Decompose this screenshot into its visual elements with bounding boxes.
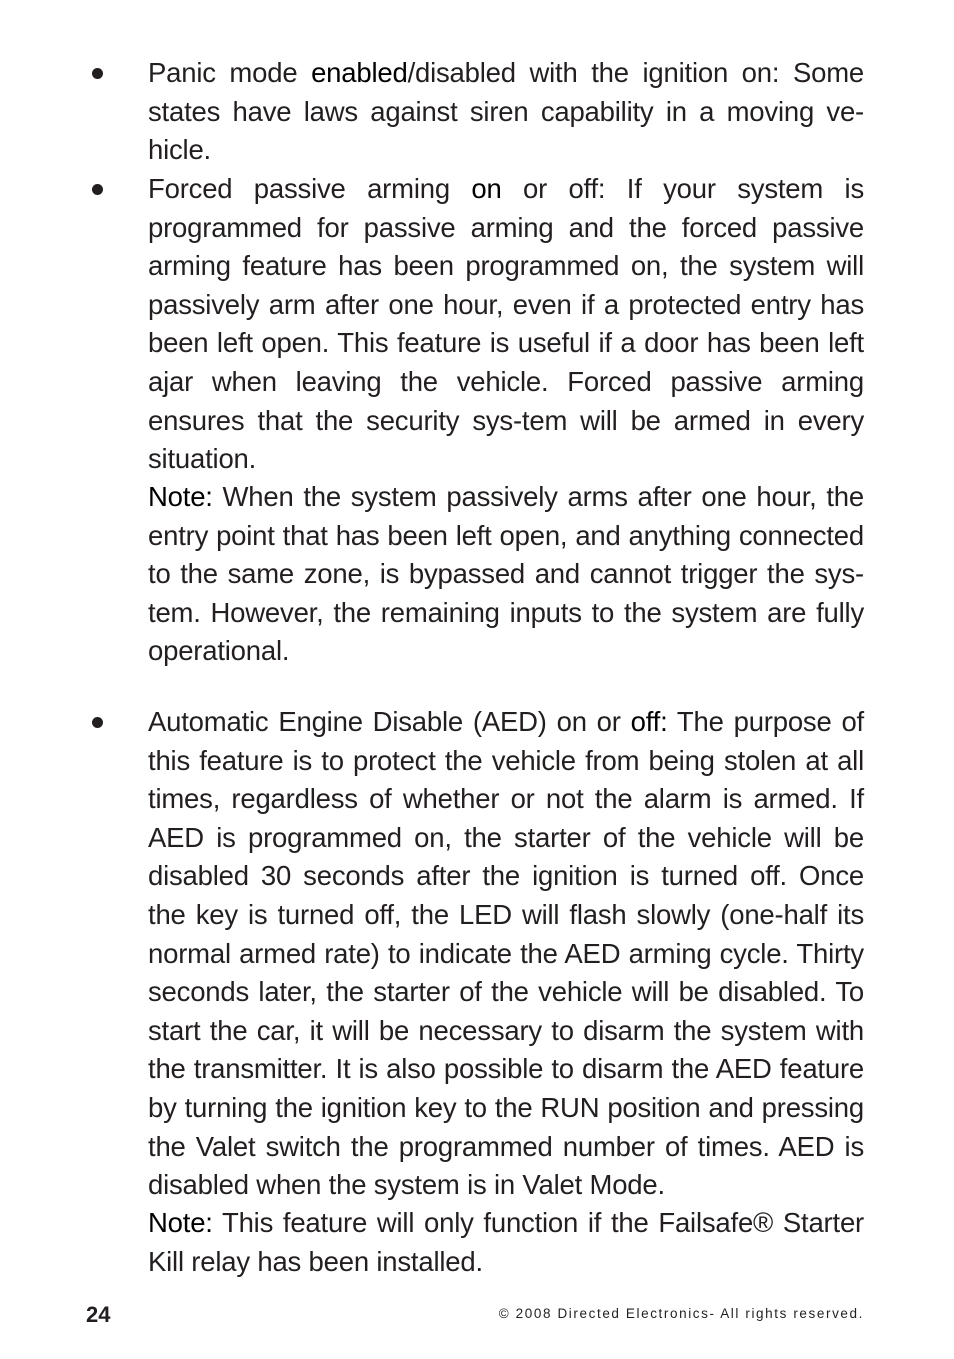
bullet-highlight: on [471, 173, 502, 204]
bullet-highlight: enabled [311, 57, 408, 88]
bullet-intro: Forced passive arming [148, 173, 472, 204]
bullet-marker [92, 717, 103, 728]
note-label: Note: [148, 481, 213, 512]
bullet-forced-passive-arming [148, 170, 864, 479]
bullet-body: or off: If your system is programmed for passive arming and the forced passive arming feature has been programmed on, the system will passively arm after one hour, even if a protected entry has been left open. This feature is useful if a door has been left ajar when leaving the vehicle. Forced passive arming ensures that the security sys-tem will be armed in every situation. [148, 173, 864, 475]
page-number: 24 [86, 1302, 111, 1327]
note-body: This feature will only function if the Failsafe® Starter Kill relay has been installed. [148, 1207, 864, 1277]
copyright-notice: © 2008 Directed Electronics- All rights reserved. [498, 1306, 864, 1321]
note-label: Note: [148, 1207, 213, 1238]
note-body: When the system passively arms after one hour, the entry point that has been left open, and anything connected to the same zone, is bypassed and cannot trigger the sys-tem. However, the remaining inputs to the system are fully operational. [148, 481, 864, 667]
bullet-marker [92, 68, 103, 79]
note-forced-passive-arming [148, 478, 864, 671]
bullet-intro: Automatic Engine Disable (AED) on or [148, 706, 631, 737]
bullet-marker [92, 184, 103, 195]
note-automatic-engine-disable [148, 1204, 864, 1281]
bullet-body: /disabled with the ignition on: Some states have laws against siren capability in a moving ve-hicle. [148, 57, 864, 166]
bullet-automatic-engine-disable [148, 703, 864, 1205]
bullet-panic-mode [148, 54, 864, 170]
bullet-intro: Panic mode [148, 57, 312, 88]
bullet-highlight: off: [630, 706, 668, 737]
bullet-body: The purpose of this feature is to protect the vehicle from being stolen at all times, regardless of whether or not the alarm is armed. If AED is programmed on, the starter of the vehicle will be disabled 30 seconds after the ignition is turned off. Once the key is turned off, the LED will flash slowly (one-half its normal armed rate) to indicate the AED arming cycle. Thirty seconds later, the starter of the vehicle will be disabled. To start the car, it will be necessary to disarm the system with the transmitter. It is also possible to disarm the AED feature by turning the ignition key to the RUN position and pressing the Valet switch the programmed number of times. AED is disabled when the system is in Valet Mode. [148, 706, 864, 1201]
